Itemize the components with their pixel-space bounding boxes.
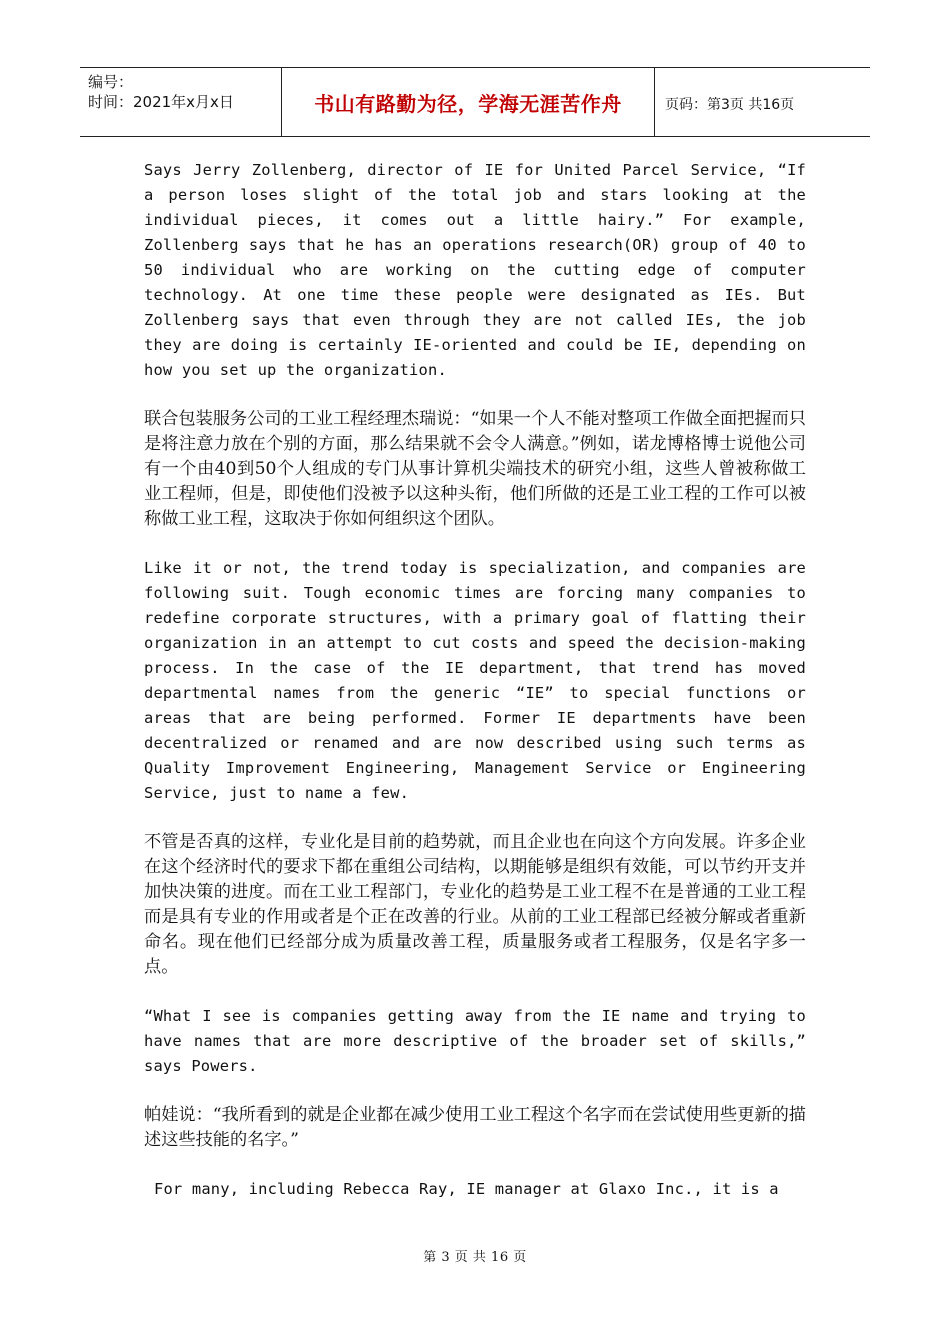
paragraph-zh-2: 不管是否真的这样，专业化是目前的趋势就，而且企业也在向这个方向发展。许多企业在这个经济时代的要求下都在重组公司结构，以期能够是组织有效能，可以节约开支并加快决策的进度。而在工业工程部门，专业化的趋势是工业工程不在是普通的工业工程而是具有专业的作用或者是个正在改善的行业。从前的工业工程部已经被分解或者重新命名。现在他们已经部分成为质量改善工程，质量服务或者工程服务，仅是名字多一点。 <box>144 832 806 977</box>
page-header <box>80 67 870 137</box>
paragraph-en-3: “What I see is companies getting away from the IE name and trying to have names that are more descriptive of the broader set of skills,” says Powers. <box>144 1007 806 1075</box>
doc-time-label: 时间：2021年x月x日 <box>88 93 234 111</box>
paragraph-en-2: Like it or not, the trend today is specialization, and companies are following suit. Tough economic times are forcing many companies to redefine corporate structures, with a primary goal of flatting their organization in an attempt to cut costs and speed the decision-making process. In the case of the IE department, that trend has moved departmental names from the generic “IE” to special functions or areas that are being performed. Former IE departments have been decentralized or renamed and are now described using such terms as Quality Improvement Engineering, Management Service or Engineering Service, just to name a few. <box>144 559 806 802</box>
page-footer: 第 3 页 共 16 页 <box>423 1250 527 1265</box>
header-motto: 书山有路勤为径，学海无涯苦作舟 <box>314 91 622 116</box>
paragraph-zh-3: 帕娃说：“我所看到的就是企业都在减少使用工业工程这个名字而在尝试使用些更新的描述这些技能的名字。” <box>144 1105 806 1150</box>
paragraph-en-4: For many, including Rebecca Ray, IE manager at Glaxo Inc., it is a <box>154 1180 779 1198</box>
header-meta <box>80 68 282 136</box>
paragraph-en-1: Says Jerry Zollenberg, director of IE for United Parcel Service, “If a person loses slight of the total job and stars looking at the individual pieces, it comes out a little hairy.” For example, Zollenberg says that he has an operations research(OR) group of 40 to 50 individual who are working on the cutting edge of computer technology. At one time these people were designated as IEs. But Zollenberg says that even through they are not called IEs, the job they are doing is certainly IE-oriented and could be IE, depending on how you set up the organization. <box>144 161 806 379</box>
header-page-info: 页码：第3页 共16页 <box>665 97 795 113</box>
header-motto-cell <box>282 68 655 136</box>
paragraph-zh-1: 联合包装服务公司的工业工程经理杰瑞说：“如果一个人不能对整项工作做全面把握而只是将注意力放在个别的方面，那么结果就不会令人满意。”例如，诺龙博格博士说他公司有一个由40到50个人组成的专门从事计算机尖端技术的研究小组，这些人曾被称做工业工程师，但是，即使他们没被予以这种头衔，他们所做的还是工业工程的工作可以被称做工业工程，这取决于你如何组织这个团队。 <box>144 409 806 529</box>
document-body <box>144 158 806 1226</box>
doc-number-label: 编号： <box>88 73 134 91</box>
